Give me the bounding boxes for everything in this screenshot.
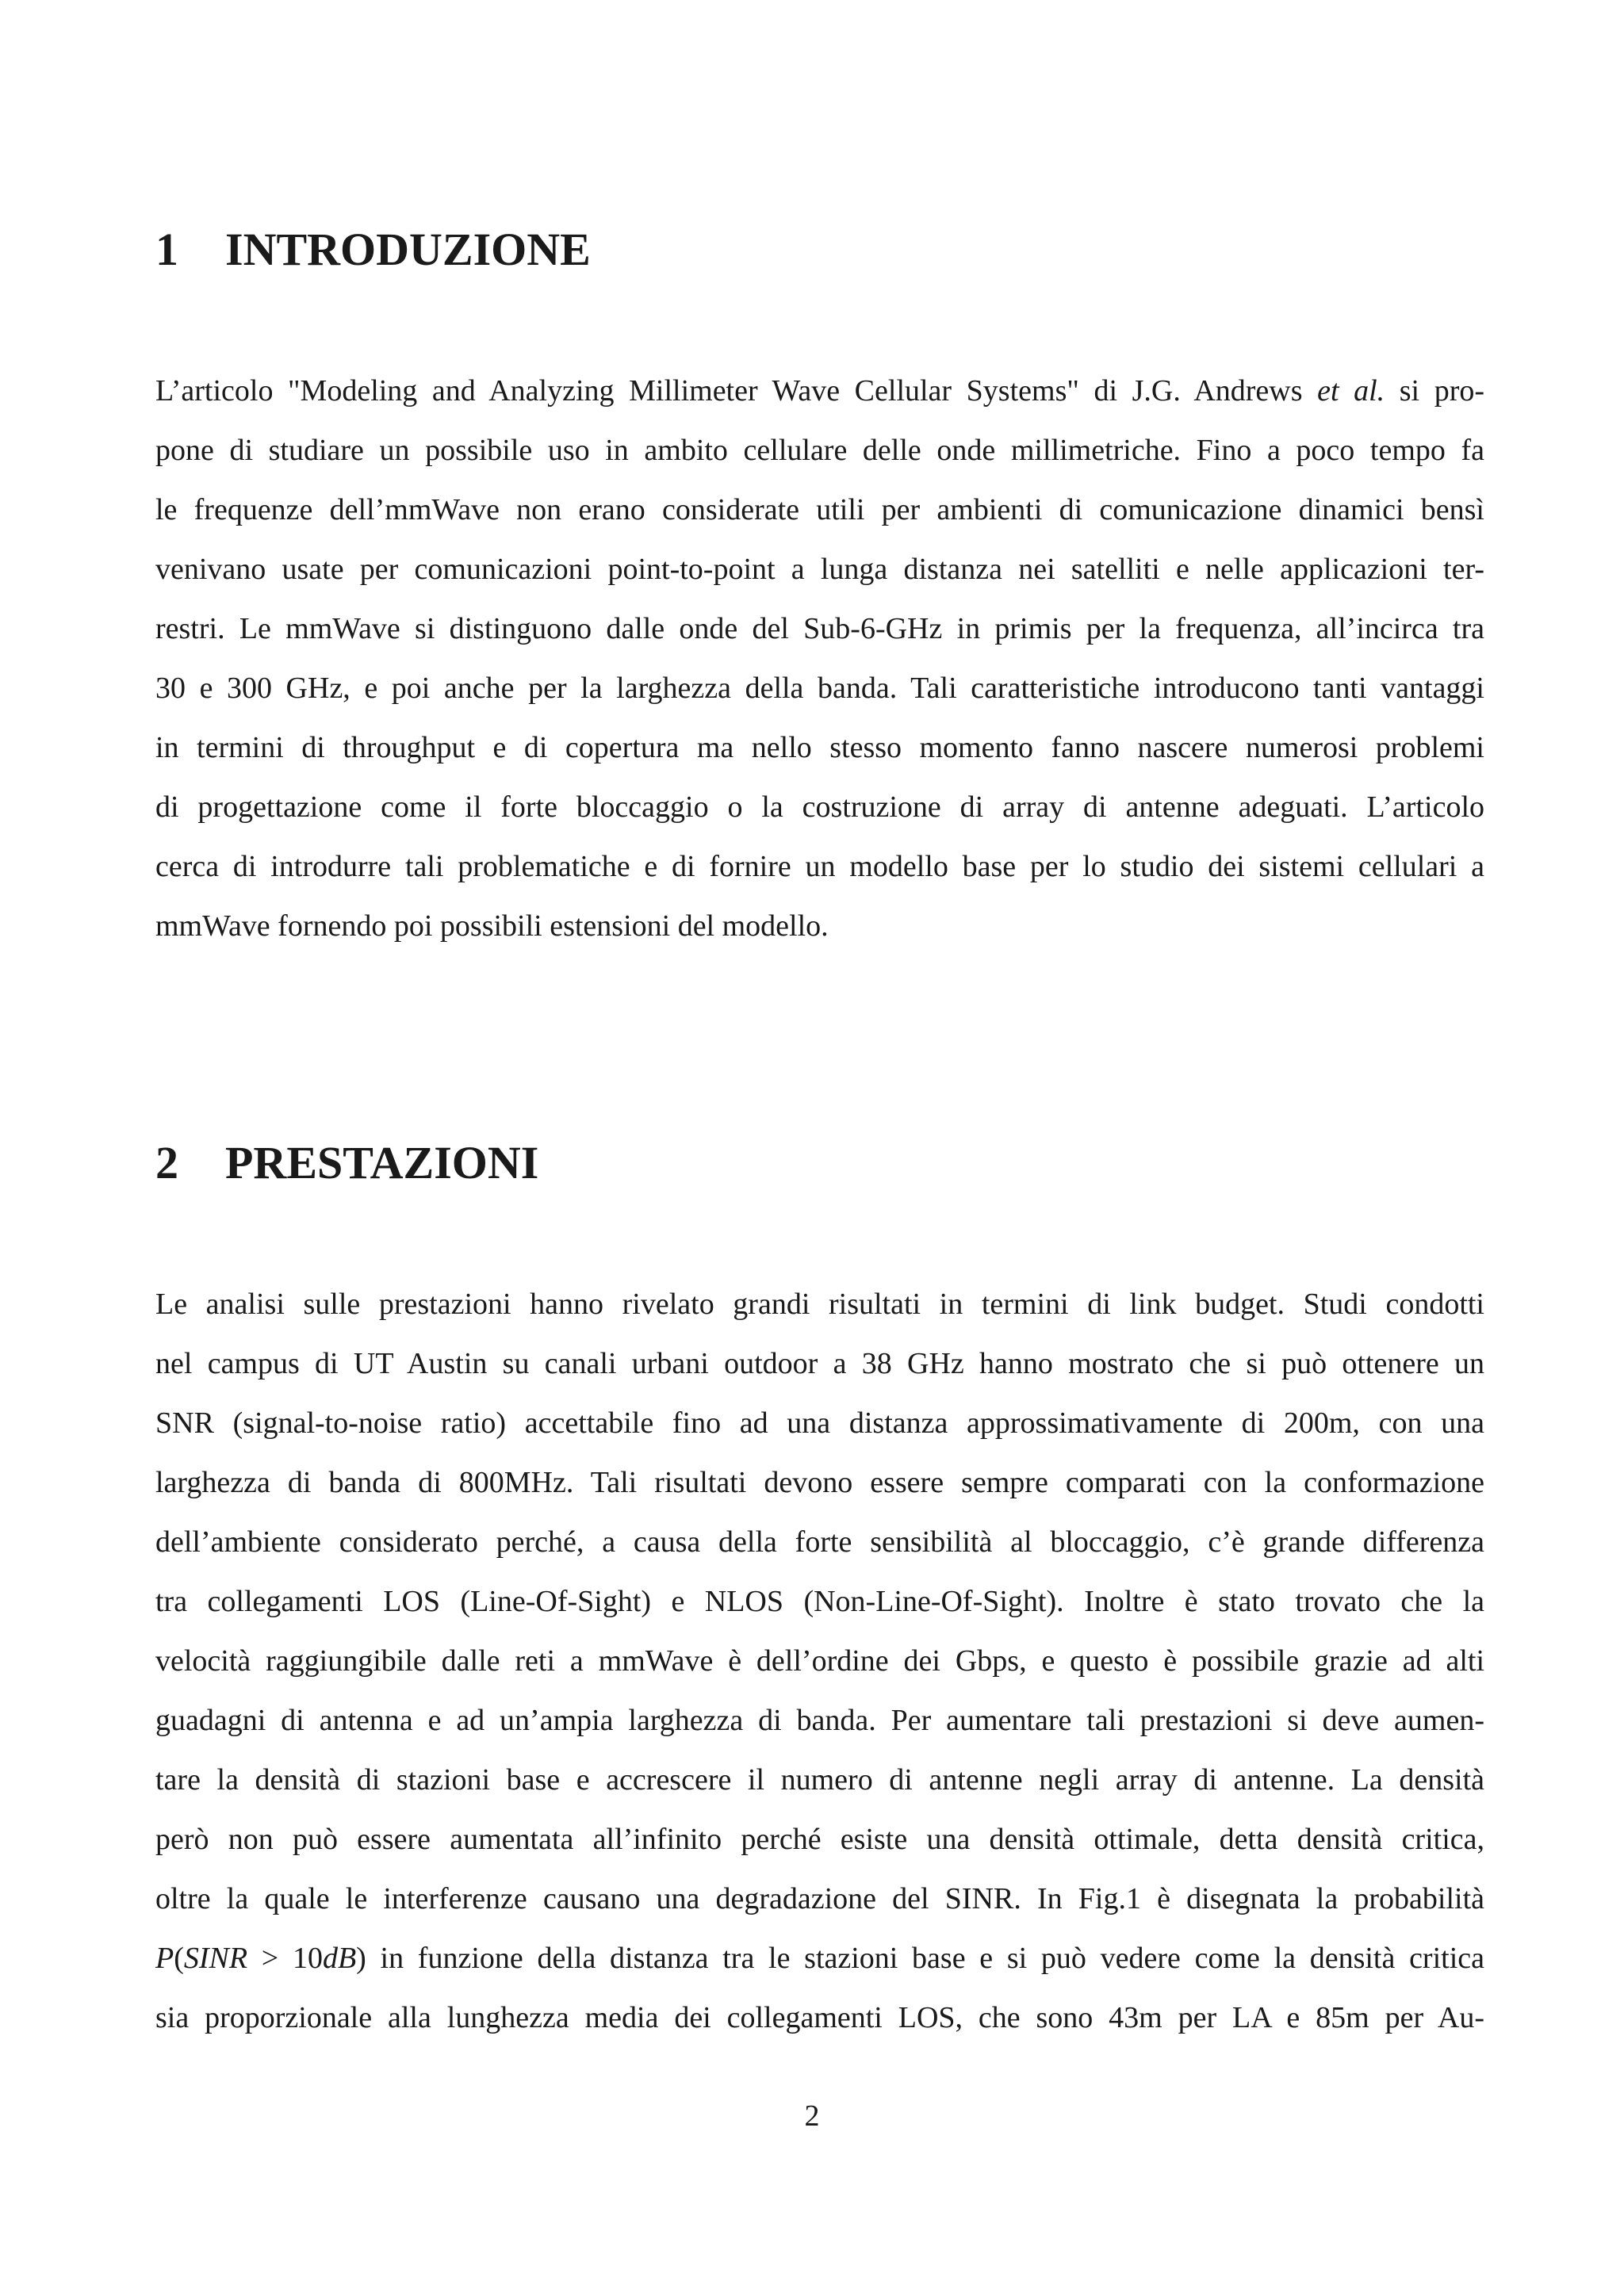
body-line [155, 718, 1484, 778]
text-run: venivano usate per comunicazioni point-to-point a lunga distanza nei satelliti e nelle applicazioni ter- [155, 553, 1484, 586]
text-run: restri. Le mmWave si distinguono dalle onde del Sub-6-GHz in primis per la frequenza, all’incirca tra [155, 612, 1484, 645]
body-line [155, 1810, 1484, 1869]
body-line [155, 1394, 1484, 1453]
text-run: larghezza di banda di 800MHz. Tali risultati devono essere sempre comparati con la conformazione [155, 1466, 1484, 1499]
body-line [155, 1751, 1484, 1810]
text-run: 30 e 300 GHz, e poi anche per la larghezza della banda. Tali caratteristiche introducono tanti vantaggi [155, 672, 1484, 705]
italic-text: dB [322, 1942, 357, 1975]
text-run: si pro- [1385, 374, 1485, 408]
text-run: le frequenze dell’mmWave non erano considerate utili per ambienti di comunicazione dinamici bensì [155, 493, 1484, 526]
body-line [155, 1334, 1484, 1394]
text-run: cerca di introdurre tali problematiche e di fornire un modello base per lo studio dei sistemi cellulari a [155, 850, 1484, 883]
section-2-number: 2 [155, 1137, 178, 1188]
section-1-heading [155, 222, 591, 277]
body-line [155, 778, 1484, 837]
text-run: in termini di throughput e di copertura ma nello stesso momento fanno nascere numerosi problemi [155, 731, 1484, 764]
body-line [155, 1988, 1484, 2048]
section-2-heading [155, 1135, 538, 1191]
text-run: però non può essere aumentata all’infinito perché esiste una densità ottimale, detta densità critica, [155, 1823, 1484, 1856]
section-2-body [155, 1275, 1484, 2048]
body-line [155, 1632, 1484, 1691]
text-run: pone di studiare un possibile uso in ambito cellulare delle onde millimetriche. Fino a poco tempo fa [155, 434, 1484, 467]
text-run: velocità raggiungibile dalle reti a mmWave è dell’ordine dei Gbps, e questo è possibile grazie ad alti [155, 1644, 1484, 1678]
italic-text: SINR [183, 1942, 248, 1975]
text-run: dell’ambiente considerato perché, a causa della forte sensibilità al bloccaggio, c’è grande differenza [155, 1525, 1484, 1559]
body-line [155, 599, 1484, 659]
text-run: ( [174, 1942, 184, 1975]
body-line [155, 1572, 1484, 1632]
text-run: sia proporzionale alla lunghezza media dei collegamenti LOS, che sono 43m per LA e 85m per Au- [155, 2001, 1484, 2034]
body-line [155, 1513, 1484, 1572]
text-run: di progettazione come il forte bloccaggio o la costruzione di array di antenne adeguati. L’articolo [155, 790, 1484, 824]
text-run: SNR (signal-to-noise ratio) accettabile fino ad una distanza approssimativamente di 200m, con una [155, 1406, 1484, 1440]
italic-text: P [155, 1942, 174, 1975]
body-line [155, 1275, 1484, 1334]
body-line [155, 1691, 1484, 1751]
body-line [155, 837, 1484, 897]
text-run: ) in funzione della distanza tra le stazioni base e si può vedere come la densità critica [356, 1942, 1484, 1975]
body-line [155, 421, 1484, 480]
text-run: Le analisi sulle prestazioni hanno rivelato grandi risultati in termini di link budget. Studi condotti [155, 1288, 1484, 1321]
italic-text: et al. [1317, 374, 1385, 408]
body-line [155, 362, 1484, 421]
text-run: > 10 [247, 1942, 323, 1975]
section-1-title: INTRODUZIONE [225, 224, 591, 275]
text-run: oltre la quale le interferenze causano una degradazione del SINR. In Fig.1 è disegnata la probabilità [155, 1882, 1484, 1915]
body-line [155, 1929, 1484, 1988]
text-run: tra collegamenti LOS (Line-Of-Sight) e NLOS (Non-Line-Of-Sight). Inoltre è stato trovato che la [155, 1585, 1484, 1618]
text-run: L’articolo "Modeling and Analyzing Millimeter Wave Cellular Systems" di J.G. Andrews [155, 374, 1318, 408]
body-line [155, 1453, 1484, 1513]
text-run: nel campus di UT Austin su canali urbani outdoor a 38 GHz hanno mostrato che si può ottenere un [155, 1347, 1484, 1380]
body-line [155, 480, 1484, 540]
section-2-title: PRESTAZIONI [225, 1137, 539, 1188]
text-run: guadagni di antenna e ad un’ampia larghezza di banda. Per aumentare tali prestazioni si deve aumen- [155, 1704, 1484, 1737]
page-number: 2 [804, 2099, 820, 2133]
body-line [155, 1869, 1484, 1929]
text-run: tare la densità di stazioni base e accrescere il numero di antenne negli array di antenne. La densità [155, 1763, 1484, 1797]
section-1-body [155, 362, 1484, 956]
section-1-number: 1 [155, 224, 178, 275]
body-line [155, 659, 1484, 718]
text-run: mmWave fornendo poi possibili estensioni del modello. [155, 909, 829, 943]
body-line [155, 897, 1484, 956]
body-line [155, 540, 1484, 599]
